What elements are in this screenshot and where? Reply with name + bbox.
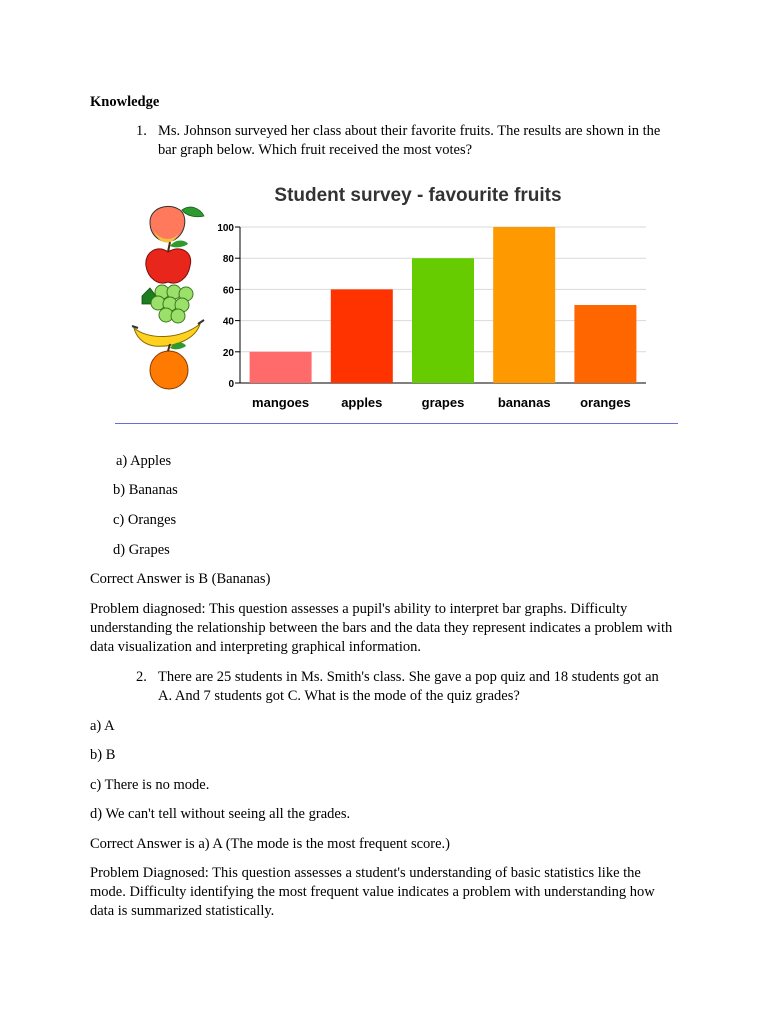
bar-bananas	[493, 227, 555, 383]
bar-chart	[128, 172, 688, 428]
q1-option-b: b) Bananas	[113, 482, 178, 498]
x-tick-label: apples	[341, 395, 383, 410]
q2-correct-answer: Correct Answer is a) A (The mode is the most frequent score.)	[90, 836, 450, 852]
q2-option-b: b) B	[90, 747, 116, 763]
x-tick-label: grapes	[421, 395, 465, 410]
question-1	[136, 122, 666, 160]
y-tick-label: 80	[222, 254, 234, 266]
y-tick-label: 100	[217, 223, 234, 234]
bar-chart-svg	[128, 172, 688, 428]
question-1-number: 1.	[136, 123, 147, 139]
q1-correct-answer: Correct Answer is B (Bananas)	[90, 571, 271, 587]
x-tick-label: mangoes	[252, 395, 310, 410]
y-tick-label: 0	[228, 379, 234, 390]
question-2-text: There are 25 students in Ms. Smith's class. She gave a pop quiz and 18 students got an A. And 7 students got C. What is the mode of the quiz grades?	[158, 669, 659, 704]
bar-apples	[331, 289, 393, 383]
bar-grapes	[412, 258, 474, 383]
q1-option-d: d) Grapes	[113, 542, 170, 558]
x-tick-label: bananas	[497, 395, 551, 410]
chart-title: Student survey - favourite fruits	[274, 185, 562, 206]
section-heading: Knowledge	[90, 94, 160, 110]
q1-diagnosis: Problem diagnosed: This question assesses a pupil's ability to interpret bar graphs. Difficulty understanding the relationship between the bars and the data they represent indicates a problem with data visualization and interpreting graphical information.	[90, 601, 673, 655]
question-1-text: Ms. Johnson surveyed her class about their favorite fruits. The results are shown in the bar graph below. Which fruit received the most votes?	[158, 123, 661, 158]
q2-diagnosis: Problem Diagnosed: This question assesses a student's understanding of basic statistics like the mode. Difficulty identifying the most frequent value indicates a problem with understanding how data is summarized statistically.	[90, 865, 655, 919]
bar-mangoes	[250, 352, 312, 383]
y-tick-label: 40	[222, 316, 234, 328]
q1-option-c: c) Oranges	[113, 512, 177, 528]
q2-option-a: a) A	[90, 718, 115, 734]
y-tick-label: 20	[222, 347, 234, 359]
question-2	[136, 668, 666, 706]
section-divider	[115, 423, 678, 424]
bar-oranges	[574, 305, 636, 383]
question-2-number: 2.	[136, 669, 147, 685]
x-tick-label: oranges	[580, 395, 631, 410]
q1-option-a: a) Apples	[116, 453, 172, 469]
q2-option-c: c) There is no mode.	[90, 777, 210, 793]
q2-option-d: d) We can't tell without seeing all the grades.	[90, 806, 351, 822]
y-tick-label: 60	[222, 285, 234, 297]
